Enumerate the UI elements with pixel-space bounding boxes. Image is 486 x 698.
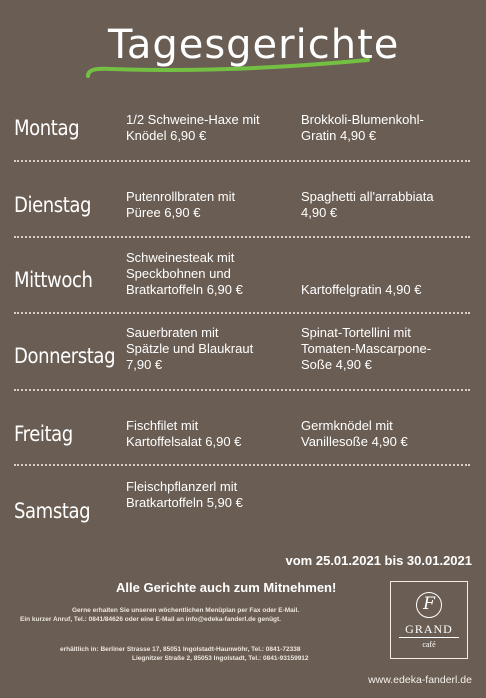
dish-line: Bratkartoffeln 6,90 € [126, 282, 243, 297]
dish-line: Tomaten-Mascarpone- [301, 341, 432, 356]
vegetarian-dish [301, 189, 471, 221]
day-label: Dienstag [14, 193, 92, 217]
fineprint-line: Gerne erhalten Sie unseren wöchentlichen Menüplan per Fax oder E-Mail. [72, 607, 300, 614]
dotted-divider [14, 312, 470, 314]
main-dish [126, 325, 291, 373]
dotted-divider [14, 160, 470, 162]
dotted-divider [14, 464, 470, 466]
logo-divider [399, 637, 459, 638]
dish-line: Soße 4,90 € [301, 357, 372, 372]
dotted-divider [14, 389, 470, 391]
dish-line: Fischfilet mit [126, 418, 199, 433]
fineprint-address: Liegnitzer Straße 2, 85053 Ingolstadt, Tel.: 0841-93159912 [132, 655, 309, 662]
logo-emblem [416, 592, 442, 618]
vegetarian-dish [301, 418, 471, 450]
dish-line: Kartoffelgratin 4,90 € [301, 282, 422, 297]
website-url: www.edeka-fanderl.de [368, 674, 472, 686]
dish-line: Gratin 4,90 € [301, 128, 377, 143]
dish-line: 1/2 Schweine-Haxe mit [126, 112, 260, 127]
dish-line: Kartoffelsalat 6,90 € [126, 434, 242, 449]
dish-line: Brokkoli-Blumenkohl- [301, 112, 424, 127]
fineprint-address: erhältlich in: Berliner Strasse 17, 85051 Ingolstadt-Haunwöhr, Tel.: 0841-72338 [60, 646, 301, 653]
dish-line: Putenrollbraten mit [126, 189, 236, 204]
logo-subtitle: café [422, 640, 436, 649]
dish-line: Fleischpflanzerl mit [126, 479, 238, 494]
dish-line: Püree 6,90 € [126, 205, 201, 220]
day-label: Freitag [14, 422, 73, 446]
main-dish [126, 112, 291, 144]
logo-letter: F [423, 594, 435, 614]
vegetarian-dish [301, 112, 471, 144]
dish-line: 7,90 € [126, 357, 163, 372]
dish-line: Knödel 6,90 € [126, 128, 207, 143]
grand-cafe-logo [390, 581, 468, 659]
logo-name: GRAND [405, 622, 453, 636]
dotted-divider [14, 236, 470, 238]
dish-line: Germknödel mit [301, 418, 393, 433]
vegetarian-dish [301, 325, 471, 373]
green-swoosh-underline [82, 56, 372, 82]
main-dish [126, 418, 291, 450]
dish-line: Spinat-Tortellini mit [301, 325, 411, 340]
day-label: Samstag [14, 499, 91, 523]
vegetarian-dish [301, 282, 471, 298]
dish-line: Spätzle und Blaukraut [126, 341, 254, 356]
date-range: vom 25.01.2021 bis 30.01.2021 [285, 553, 472, 568]
dish-line: 4,90 € [301, 205, 338, 220]
dish-line: Bratkartoffeln 5,90 € [126, 495, 243, 510]
dish-line: Spaghetti all'arrabbiata [301, 189, 434, 204]
dish-line: Schweinesteak mit [126, 250, 235, 265]
main-dish [126, 250, 291, 298]
page-title: Tagesgerichte [108, 22, 400, 68]
main-dish [126, 479, 291, 511]
main-dish [126, 189, 291, 221]
dish-line: Speckbohnen und [126, 266, 231, 281]
takeaway-notice: Alle Gerichte auch zum Mitnehmen! [116, 580, 337, 595]
day-label: Mittwoch [14, 268, 93, 292]
dish-line: Sauerbraten mit [126, 325, 219, 340]
fineprint-line: Ein kurzer Anruf, Tel.: 0841/84626 oder eine E-Mail an info@edeka-fanderl.de genügt. [20, 616, 281, 623]
day-label: Donnerstag [14, 344, 116, 368]
day-label: Montag [14, 116, 80, 140]
dish-line: Vanillesoße 4,90 € [301, 434, 408, 449]
